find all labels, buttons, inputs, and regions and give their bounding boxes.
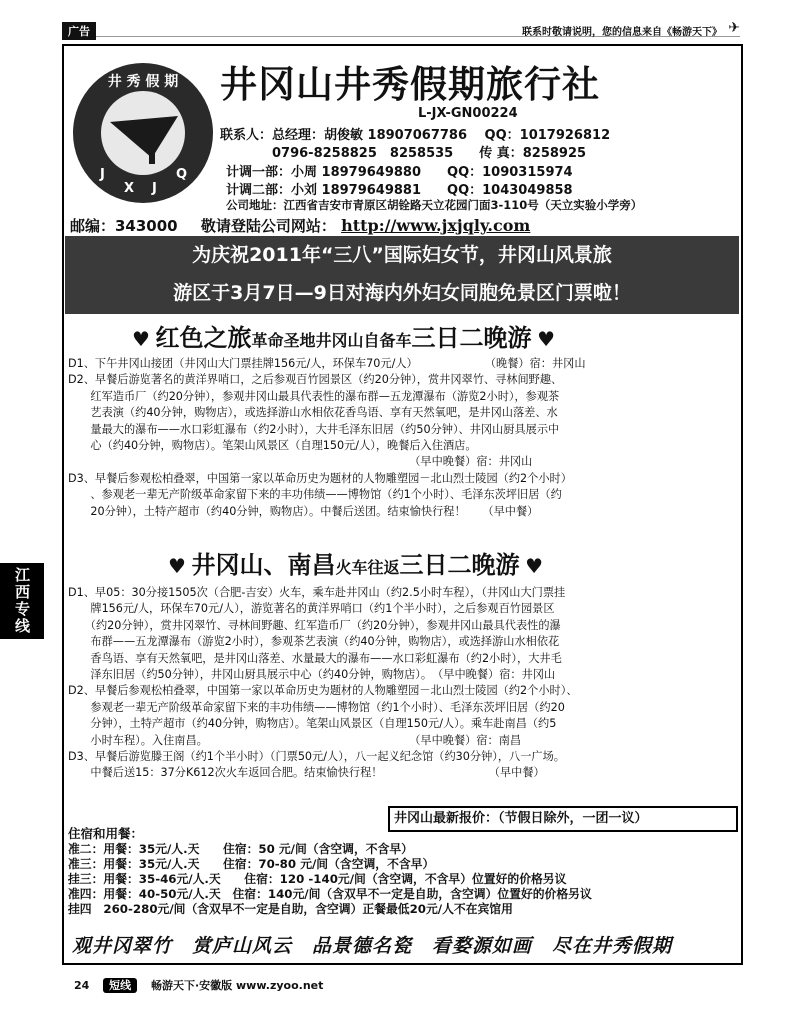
- logo-letter: J: [100, 167, 105, 182]
- website-link[interactable]: http://www.jxjqly.com: [341, 216, 531, 235]
- contact-line: 计调一部：小周 18979649880 QQ：1090315974: [226, 165, 573, 180]
- route2-title: [168, 545, 543, 580]
- price-row: 准二：用餐：35元/人.天 住宿：50 元/间（含空调，不含早）: [68, 842, 413, 856]
- logo-letter: Q: [176, 167, 188, 182]
- website-row: [70, 215, 530, 236]
- license-number: L-JX-GN00224: [418, 106, 518, 121]
- itinerary-line: D3、早餐后游览滕王阁（约1个半小时）（门票50元/人），八一起义纪念馆（约30分钟），八一广场。: [68, 750, 565, 764]
- itinerary-line: 20分钟），土特产超市（约40分钟，购物店）。中餐后送团。结束愉快行程！ （早中餐）: [68, 504, 539, 518]
- itinerary-line: 心（约40分钟，购物店）。笔架山风景区（自理150元/人），晚餐后入住酒店。: [68, 439, 477, 453]
- itinerary-line: 泽东旧居（约50分钟），井冈山厨具展示中心（约40分钟，购物店）。 （早中晚餐）宿：井冈山: [68, 668, 556, 682]
- itinerary-line: 香鸟语、享有天然氧吧，是井冈山落差、水量最大的瀑布——水口彩虹瀑布（约2小时），大井毛: [68, 651, 562, 665]
- itinerary-line: 布群——五龙潭瀑布（游览2小时），参观茶艺表演（约40分钟，购物店），或选择游山水相依花: [68, 635, 560, 649]
- logo-text: 井 秀 假 期: [107, 74, 179, 90]
- agency-name: 井冈山井秀假期旅行社: [220, 62, 600, 106]
- route2-itinerary: [68, 585, 578, 782]
- itinerary-line: 小时车程）。入住南昌。 （早中晚餐）宿：南昌: [68, 733, 522, 747]
- heart-icon: ♥: [132, 327, 150, 351]
- itinerary-line: 牌156元/人，环保车70元/人），游览著名的黄洋界哨口（约1个半小时），之后参观百竹园景区: [68, 602, 555, 616]
- route1-title-a: 红色之旅: [155, 324, 252, 352]
- section-tag: 短线: [103, 978, 137, 993]
- itinerary-line: 红军造币厂（约20分钟），参观井冈山最具代表性的瀑布群—五龙潭瀑布（游览2小时），参观茶: [68, 389, 560, 403]
- route2-title-a: 井冈山、南昌: [191, 551, 336, 579]
- itinerary-line: （约20分钟），赏井冈翠竹、寻林间野趣、红军造币厂（约20分钟），参观井冈山最具代表性的瀑: [68, 618, 561, 632]
- contact-line: 0796-8258825 8258535 传 真：8258925: [220, 146, 587, 161]
- logo-letter: X: [124, 181, 135, 196]
- itinerary-line: D2、早餐后游览著名的黄洋界哨口，之后参观百竹园景区（约20分钟），赏井冈翠竹、寻林间野趣、: [68, 373, 563, 387]
- promo-line: 游区于3月7日—9日对海内外妇女同胞免景区门票啦！: [173, 282, 631, 304]
- ad-tag: 广告: [62, 22, 96, 40]
- pricing-heading: 住宿和用餐：: [68, 826, 144, 841]
- postcode: 邮编：343000: [70, 217, 178, 235]
- magazine-name: 畅游天下·安徽版 www.zyoo.net: [151, 979, 324, 992]
- price-row: 挂三：用餐：35-46元/人.天 住宿：120 -140元/间（含空调，不含早）位置好的价格另议: [68, 872, 567, 886]
- logo-letter: J: [152, 181, 157, 196]
- heart-icon: ♥: [168, 554, 186, 578]
- plane-icon: ✈: [728, 20, 740, 36]
- side-tab: 江西专线: [0, 563, 44, 639]
- itinerary-line: 分钟），土特产超市（约40分钟，购物店）。笔架山风景区（自理150元/人）。乘车赴南昌（约5: [68, 717, 557, 731]
- itinerary-line: 、参观老一辈无产阶级革命家留下来的丰功伟绩——博物馆（约1个小时）、毛泽东茨坪旧居（约: [68, 488, 562, 502]
- route2-title-b: 火车往返: [335, 558, 400, 577]
- route2-title-c: 三日二晚游: [399, 551, 520, 579]
- promo-line: 为庆祝2011年“三八”国际妇女节，井冈山风景旅: [192, 244, 612, 266]
- promo-banner: [65, 236, 739, 314]
- price-row: 准三：用餐：35元/人.天 住宿：70-80 元/间（含空调，不含早）: [68, 857, 435, 871]
- itinerary-line: 量最大的瀑布——水口彩虹瀑布（约2小时），大井毛泽东旧居（约50分钟）、井冈山厨具展示中: [68, 422, 560, 436]
- route1-title-c: 三日二晚游: [411, 324, 532, 352]
- itinerary-line: D1、早05：30分接1505次（合肥-吉安）火车，乘车赴井冈山（约2.5小时车程），（井冈山大门票挂: [68, 586, 566, 599]
- heart-icon: ♥: [525, 554, 544, 578]
- agency-logo: [70, 60, 216, 206]
- itinerary-line: 中餐后送15：37分K612次火车返回合肥。结束愉快行程！ （早中餐）: [68, 766, 545, 780]
- header-note: 联系时敬请说明，您的信息来自《畅游天下》: [522, 27, 722, 38]
- itinerary-line: D1、下午井冈山接团（井冈山大门票挂牌156元/人，环保车70元/人） （晚餐）宿：井冈山: [68, 357, 586, 370]
- website-prompt: 敬请登陆公司网站：: [200, 217, 336, 235]
- page-number: 24: [74, 979, 90, 992]
- price-box: 井冈山最新报价：（节假日除外，一团一议）: [388, 806, 738, 832]
- price-row: 挂四 260-280元/间（含双早不一定是自助，含空调）正餐最低20元/人不在宾馆用: [68, 902, 513, 916]
- price-row: 准四：用餐：40-50元/人.天 住宿：140元/间（含双早不一定是自助，含空调）位置好的价格另议: [68, 887, 592, 901]
- contact-line: 联系人：总经理：胡俊敏 18907067786 QQ：1017926812: [220, 128, 611, 143]
- footer: [74, 977, 323, 993]
- contact-line: 计调二部：小刘 18979649881 QQ：1043049858: [226, 183, 573, 198]
- heart-icon: ♥: [537, 327, 556, 351]
- itinerary-line: D2、早餐后参观松柏叠翠，中国第一家以革命历史为题材的人物雕塑园－北山烈士陵园（约2个小时）、: [68, 684, 578, 698]
- slogan: 观井冈翠竹 赏庐山风云 品景德名瓷 看婺源如画 尽在井秀假期: [72, 935, 673, 957]
- address: 公司地址：江西省吉安市青原区胡铨路天立花园门面3-110号（天立实验小学旁）: [226, 198, 643, 212]
- pricing-rows: [68, 842, 592, 917]
- itinerary-line: （早中晚餐）宿：井冈山: [68, 455, 533, 469]
- route1-itinerary: [68, 356, 586, 520]
- itinerary-line: 参观老一辈无产阶级革命家留下来的丰功伟绩——博物馆（约1个小时）、毛泽东茨坪旧居（约20: [68, 700, 565, 714]
- itinerary-line: 艺表演（约40分钟，购物店），或选择游山水相依花香鸟语、享有天然氧吧，是井冈山落差、水: [68, 406, 558, 420]
- itinerary-line: D3、早餐后参观松柏叠翠，中国第一家以革命历史为题材的人物雕塑园－北山烈士陵园（约2个小时）: [68, 471, 572, 485]
- route1-title: [132, 318, 555, 353]
- route1-title-b: 革命圣地井冈山自备车: [251, 331, 412, 350]
